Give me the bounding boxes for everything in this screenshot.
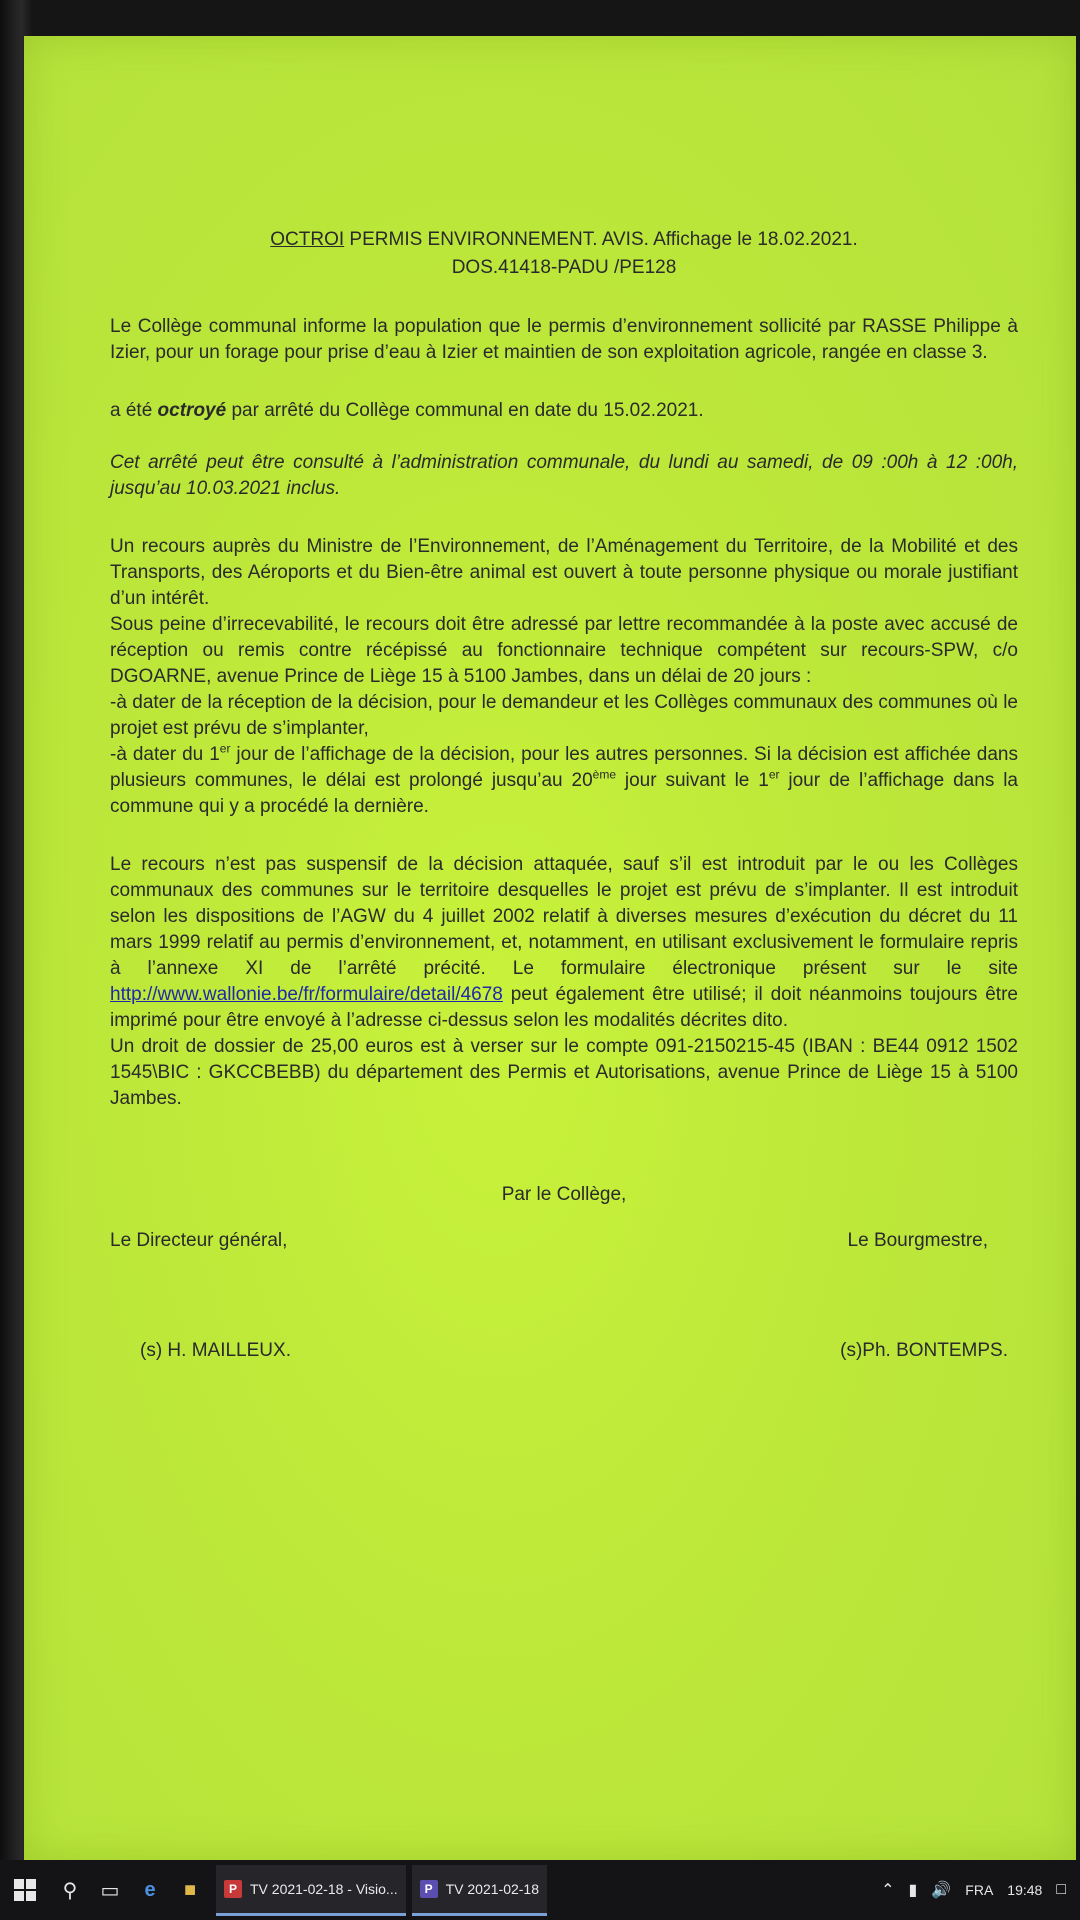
- paragraph-consultation: Cet arrêté peut être consulté à l’administration communale, du lundi au samedi, de 09 :00h à 12 :00h, jusqu’au 10.03.2021 inclus.: [110, 452, 1018, 499]
- title-line1-rest: PERMIS ENVIRONNEMENT. AVIS. Affichage le 18.02.2021.: [344, 229, 858, 250]
- edge-icon[interactable]: e: [144, 1878, 156, 1901]
- title-line2: DOS.41418-PADU /PE128: [451, 257, 677, 278]
- wallonie-form-link[interactable]: http://www.wallonie.be/fr/formulaire/detail/4678: [110, 984, 503, 1005]
- p7-sup-3: er: [768, 767, 780, 782]
- p7-text-b: jour de l’affichage de la décision, pour les autres personnes. Si la décision est affichée dans plusieurs communes, le délai est prolongé jusqu’au 20: [110, 744, 1018, 791]
- document-title: [110, 226, 1018, 282]
- powerpoint-icon: P: [224, 1880, 242, 1898]
- folder-icon[interactable]: ■: [183, 1878, 197, 1901]
- taskbar-app-visio[interactable]: [216, 1865, 406, 1916]
- by-college: Par le Collège,: [501, 1184, 627, 1205]
- app-icon: P: [420, 1880, 438, 1898]
- p7-text-c: jour suivant le 1: [616, 770, 769, 791]
- search-icon[interactable]: ⚲: [62, 1879, 78, 1902]
- p7-text-d: jour de l’affichage dans la commune qui y a procédé la dernière.: [110, 770, 1018, 817]
- taskbar-app-tv[interactable]: [412, 1865, 547, 1916]
- title-octroi: OCTROI: [270, 229, 345, 250]
- language-indicator[interactable]: FRA: [965, 1882, 994, 1898]
- paragraph-recours: Un recours auprès du Ministre de l’Environnement, de l’Aménagement du Territoire, de la Mobilité et des Transports, des Aéroports et du Bien-être animal est ouvert à toute personne physique ou morale justifiant d’un intérêt.: [110, 536, 1018, 609]
- windows-icon: [14, 1879, 36, 1901]
- p2-text-a: a été: [110, 400, 158, 421]
- paragraph-octroye: [110, 398, 1018, 424]
- p7-sup-1: er: [219, 741, 231, 756]
- task-view-icon[interactable]: ▭: [100, 1879, 120, 1902]
- right-signature: (s)Ph. BONTEMPS.: [840, 1340, 1008, 1361]
- left-role: Le Directeur général,: [110, 1230, 288, 1251]
- taskbar-app-tv-label: TV 2021-02-18: [445, 1880, 540, 1897]
- p2-octroye: octroyé: [157, 400, 227, 421]
- start-button[interactable]: [0, 1866, 50, 1914]
- paragraph-irrecevabilite: Sous peine d’irrecevabilité, le recours doit être adressé par lettre recommandée à la poste avec accusé de réception ou remis contre récépissé au fonctionnaire technique compétent sur recours-SPW, c/o DGOARNE, avenue Prince de Liège 15 à 5100 Jambes, dans un délai de 20 jours :: [110, 614, 1018, 687]
- notification-icon[interactable]: □: [1056, 1881, 1066, 1898]
- signature-names: [110, 1338, 1018, 1364]
- battery-icon[interactable]: ▮: [908, 1882, 918, 1899]
- system-tray: [881, 1880, 1080, 1900]
- paragraph-dater-reception: -à dater de la réception de la décision, pour le demandeur et les Collèges communaux des communes où le projet est prévu de s’implanter,: [110, 692, 1018, 739]
- chevron-up-icon[interactable]: ⌃: [881, 1882, 895, 1899]
- taskbar-app-visio-label: TV 2021-02-18 - Visio...: [250, 1880, 398, 1897]
- p2-text-c: par arrêté du Collège communal en date du 15.02.2021.: [226, 400, 704, 421]
- speaker-icon[interactable]: 🔊: [931, 1882, 952, 1899]
- signature-roles: [110, 1228, 1018, 1254]
- p8-text-b: peut également être utilisé; il doit néanmoins toujours être imprimé pour être envoyé à l’adresse ci-dessus selon les modalités décrites dito.: [110, 984, 1018, 1031]
- paragraph-dater-affichage: [110, 742, 1018, 820]
- screen-display: [24, 36, 1076, 1860]
- taskbar: [0, 1860, 1080, 1920]
- paragraph-suspensif: [110, 852, 1018, 1034]
- left-signature: (s) H. MAILLEUX.: [140, 1340, 291, 1361]
- paragraph-droit-dossier: Un droit de dossier de 25,00 euros est à verser sur le compte 091-2150215-45 (IBAN : BE44 0912 1502 1545\BIC : GKCCBEBB) du département des Permis et Autorisations, avenue Prince de Liège 15 à 5100 Jambes.: [110, 1036, 1018, 1109]
- right-role: Le Bourgmestre,: [847, 1230, 988, 1251]
- p8-text-a: Le recours n’est pas suspensif de la décision attaquée, sauf s’il est introduit par le ou les Collèges communaux des communes sur le territoire desquelles le projet est prévu de s’implanter. Il est introduit selon les dispositions de l’AGW du 4 juillet 2002 relatif à diverses mesures d’exécution du décret du 11 mars 1999 relatif au permis d’environnement, et, notamment, en utilisant exclusivement le formulaire repris à l’annexe XI de l’arrêté précité. Le formulaire électronique présent sur le site: [110, 854, 1018, 979]
- document-page: [110, 226, 1018, 1364]
- paragraph-intro: Le Collège communal informe la population que le permis d’environnement sollicité par RASSE Philippe à Izier, pour un forage pour prise d’eau à Izier et maintien de son exploitation agricole, rangée en classe 3.: [110, 316, 1018, 363]
- p7-text-a: -à dater du 1: [110, 744, 220, 765]
- clock[interactable]: 19:48: [1007, 1882, 1043, 1898]
- p7-sup-2: ème: [592, 767, 616, 782]
